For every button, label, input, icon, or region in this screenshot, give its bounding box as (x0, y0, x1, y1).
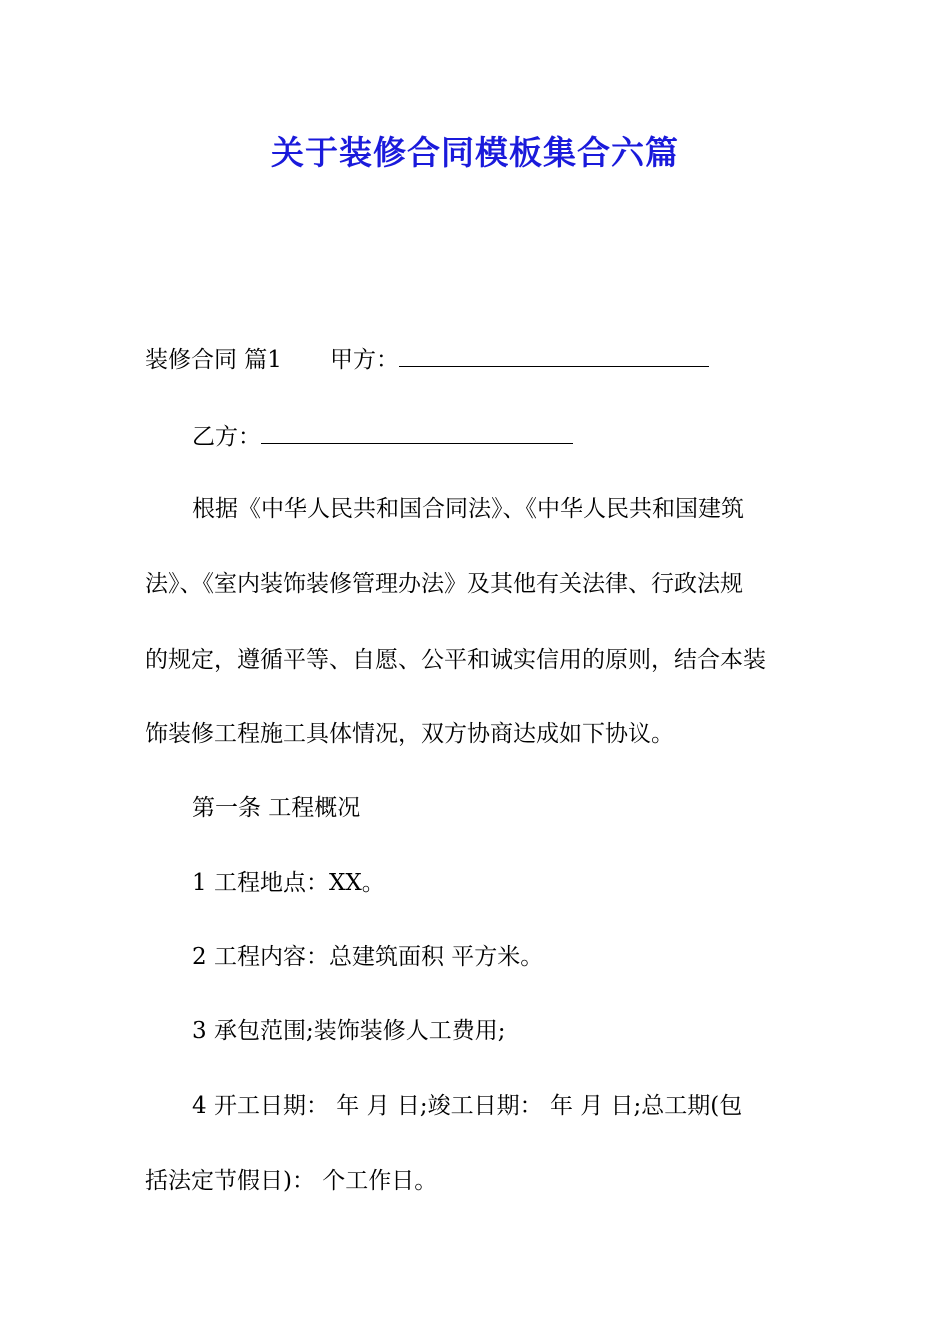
party-b-label: 乙方： (192, 424, 261, 450)
paragraph-line: 根据《中华人民共和国合同法》、《中华人民共和国建筑 (192, 496, 744, 522)
party-a-blank (399, 344, 709, 367)
paragraph-line: 法》、《室内装饰装修管理办法》及其他有关法律、行政法规 (145, 571, 743, 597)
article-heading: 第一条 工程概况 (192, 795, 361, 821)
list-item: 1 工程地点：XX。 (192, 870, 385, 896)
list-item: 3 承包范围;装饰装修人工费用; (192, 1018, 506, 1044)
party-a-label: 甲方： (329, 347, 399, 373)
paragraph-line: 的规定，遵循平等、自愿、公平和诚实信用的原则，结合本装 (145, 647, 766, 673)
party-b-line (192, 417, 857, 457)
contract-section-label: 装修合同 篇1 (145, 347, 282, 373)
paragraph-line: 括法定节假日)： 个工作日。 (145, 1168, 438, 1194)
party-b-blank (261, 421, 573, 444)
list-item: 4 开工日期： 年 月 日;竣工日期： 年 月 日;总工期(包 (192, 1093, 743, 1119)
contract-heading-line (145, 340, 810, 380)
document-title: 关于装修合同模板集合六篇 (271, 133, 679, 172)
paragraph-line: 饰装修工程施工具体情况，双方协商达成如下协议。 (145, 721, 674, 747)
list-item: 2 工程内容：总建筑面积 平方米。 (192, 944, 544, 970)
